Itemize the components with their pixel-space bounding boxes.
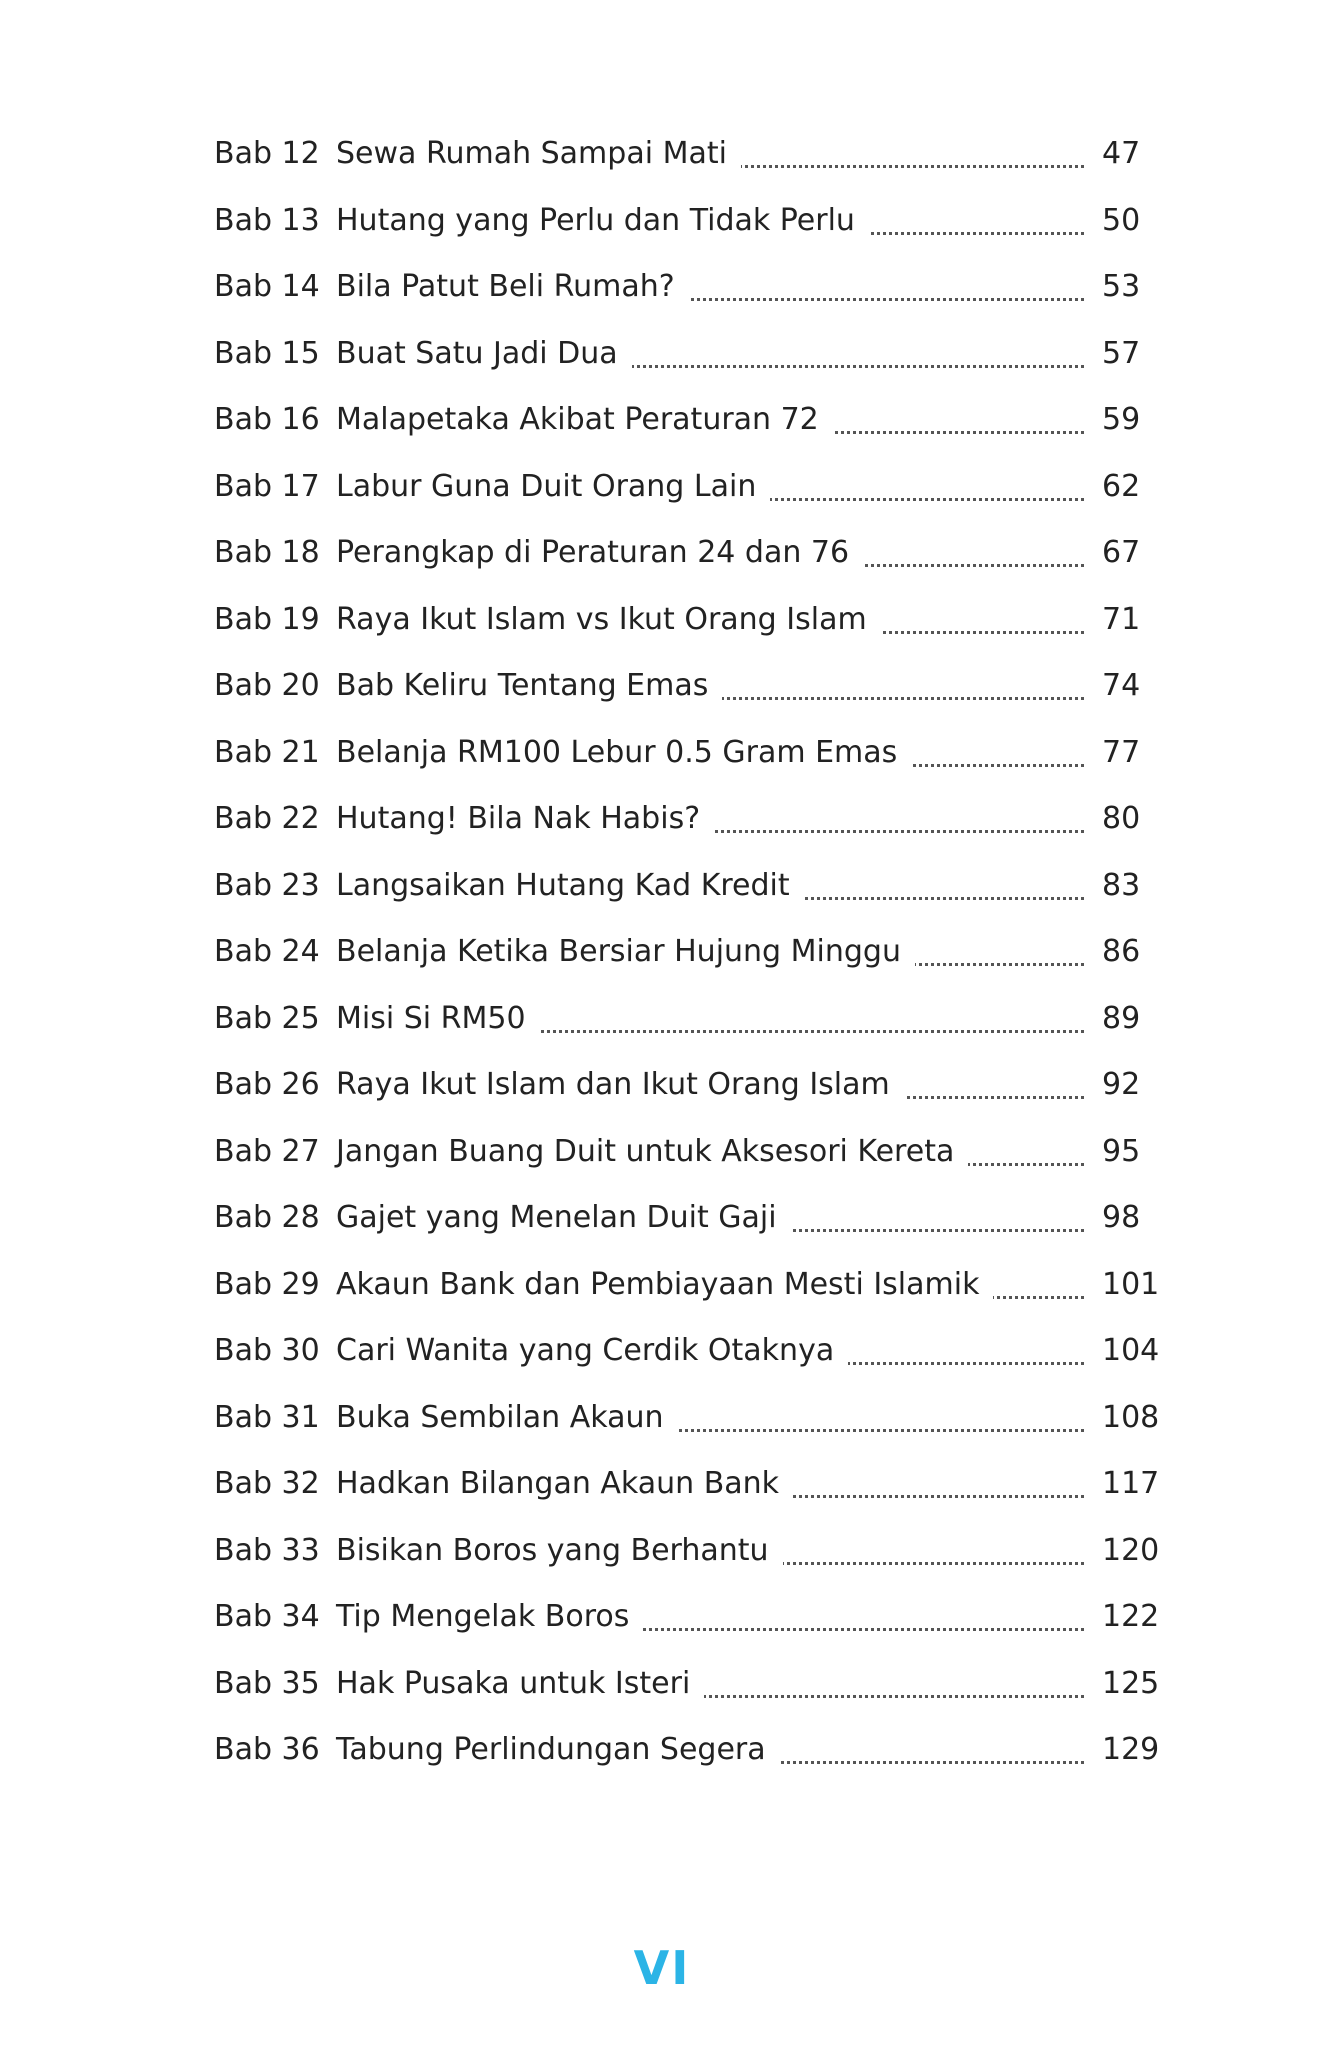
chapter-title: Cari Wanita yang Cerdik Otaknya — [336, 1318, 848, 1384]
page-number: 67 — [1102, 535, 1141, 570]
chapter-number: Bab 28 — [214, 1200, 320, 1235]
chapter-title: Bab Keliru Tentang Emas — [336, 653, 722, 719]
chapter-number: Bab 31 — [214, 1400, 320, 1435]
chapter-number: Bab 12 — [214, 136, 320, 171]
toc-entry — [214, 188, 1156, 254]
chapter-title: Labur Guna Duit Orang Lain — [336, 454, 770, 520]
chapter-title: Sewa Rumah Sampai Mati — [336, 121, 741, 187]
page-number: 59 — [1102, 402, 1141, 437]
page-number: 120 — [1102, 1533, 1160, 1568]
page-number: 62 — [1102, 469, 1141, 504]
chapter-number: Bab 22 — [214, 801, 320, 836]
toc-entry — [214, 1717, 1160, 1783]
page-number: 57 — [1102, 336, 1141, 371]
chapter-title: Belanja RM100 Lebur 0.5 Gram Emas — [336, 720, 911, 786]
chapter-title: Hadkan Bilangan Akaun Bank — [336, 1451, 793, 1517]
chapter-title: Langsaikan Hutang Kad Kredit — [336, 853, 804, 919]
page-number: 80 — [1102, 801, 1141, 836]
toc-entry — [214, 121, 1156, 187]
chapter-number: Bab 33 — [214, 1533, 320, 1568]
chapter-title: Buka Sembilan Akaun — [336, 1385, 678, 1451]
chapter-title: Malapetaka Akibat Peraturan 72 — [336, 387, 833, 453]
chapter-title: Raya Ikut Islam dan Ikut Orang Islam — [336, 1052, 904, 1118]
toc-entry — [214, 454, 1156, 520]
chapter-number: Bab 34 — [214, 1599, 320, 1634]
chapter-number: Bab 20 — [214, 668, 320, 703]
chapter-title: Belanja Ketika Bersiar Hujung Minggu — [336, 919, 915, 985]
page-number: 95 — [1102, 1134, 1141, 1169]
page-folio: VI — [633, 1941, 691, 1995]
chapter-number: Bab 16 — [214, 402, 320, 437]
toc-entry — [214, 520, 1156, 586]
chapter-title: Misi Si RM50 — [336, 986, 540, 1052]
chapter-number: Bab 32 — [214, 1466, 320, 1501]
page-number: 77 — [1102, 735, 1141, 770]
chapter-number: Bab 30 — [214, 1333, 320, 1368]
chapter-number: Bab 19 — [214, 602, 320, 637]
chapter-title: Tip Mengelak Boros — [336, 1584, 643, 1650]
chapter-number: Bab 13 — [214, 203, 320, 238]
toc-entry — [214, 1451, 1160, 1517]
page-number: 86 — [1102, 934, 1141, 969]
toc-entry — [214, 1185, 1156, 1251]
page-number: 129 — [1102, 1732, 1160, 1767]
chapter-number: Bab 26 — [214, 1067, 320, 1102]
toc-entry — [214, 1119, 1156, 1185]
toc-entry — [214, 1052, 1156, 1118]
toc-entry — [214, 720, 1156, 786]
chapter-number: Bab 15 — [214, 336, 320, 371]
chapter-title: Raya Ikut Islam vs Ikut Orang Islam — [336, 587, 881, 653]
page-number: 125 — [1102, 1666, 1160, 1701]
page-number: 47 — [1102, 136, 1141, 171]
toc-entry — [214, 919, 1156, 985]
toc-entry — [214, 1318, 1160, 1384]
toc-entry — [214, 1651, 1160, 1717]
chapter-title: Tabung Perlindungan Segera — [336, 1717, 780, 1783]
page-number: 117 — [1102, 1466, 1160, 1501]
toc-entry — [214, 1252, 1160, 1318]
page-number: 50 — [1102, 203, 1141, 238]
page-number: 92 — [1102, 1067, 1141, 1102]
chapter-title: Gajet yang Menelan Duit Gaji — [336, 1185, 791, 1251]
chapter-title: Hutang yang Perlu dan Tidak Perlu — [336, 188, 869, 254]
page-number: 101 — [1102, 1267, 1160, 1302]
page-number: 53 — [1102, 269, 1141, 304]
toc-entry — [214, 387, 1156, 453]
page-number: 108 — [1102, 1400, 1160, 1435]
chapter-number: Bab 25 — [214, 1001, 320, 1036]
chapter-title: Hutang! Bila Nak Habis? — [336, 786, 714, 852]
page-number: 122 — [1102, 1599, 1160, 1634]
chapter-number: Bab 21 — [214, 735, 320, 770]
toc-entry — [214, 321, 1156, 387]
chapter-title: Akaun Bank dan Pembiayaan Mesti Islamik — [336, 1252, 993, 1318]
page-number: 83 — [1102, 868, 1141, 903]
page-number: 89 — [1102, 1001, 1141, 1036]
toc-entry — [214, 587, 1156, 653]
chapter-number: Bab 29 — [214, 1267, 320, 1302]
chapter-number: Bab 24 — [214, 934, 320, 969]
toc-entry — [214, 1385, 1160, 1451]
chapter-title: Bila Patut Beli Rumah? — [336, 254, 689, 320]
toc-entry — [214, 1518, 1160, 1584]
chapter-number: Bab 36 — [214, 1732, 320, 1767]
chapter-number: Bab 35 — [214, 1666, 320, 1701]
chapter-number: Bab 18 — [214, 535, 320, 570]
toc-entry — [214, 254, 1156, 320]
page-number: 104 — [1102, 1333, 1160, 1368]
toc-entry — [214, 986, 1156, 1052]
chapter-title: Jangan Buang Duit untuk Aksesori Kereta — [336, 1119, 968, 1185]
chapter-title: Buat Satu Jadi Dua — [336, 321, 632, 387]
chapter-number: Bab 27 — [214, 1134, 320, 1169]
toc-entry — [214, 853, 1156, 919]
chapter-title: Perangkap di Peraturan 24 dan 76 — [336, 520, 863, 586]
chapter-title: Hak Pusaka untuk Isteri — [336, 1651, 704, 1717]
page-number: 71 — [1102, 602, 1141, 637]
chapter-number: Bab 14 — [214, 269, 320, 304]
chapter-number: Bab 23 — [214, 868, 320, 903]
chapter-title: Bisikan Boros yang Berhantu — [336, 1518, 783, 1584]
chapter-number: Bab 17 — [214, 469, 320, 504]
toc-entry — [214, 653, 1156, 719]
page-number: 98 — [1102, 1200, 1141, 1235]
toc-entry — [214, 786, 1156, 852]
toc-entry — [214, 1584, 1160, 1650]
page-number: 74 — [1102, 668, 1141, 703]
